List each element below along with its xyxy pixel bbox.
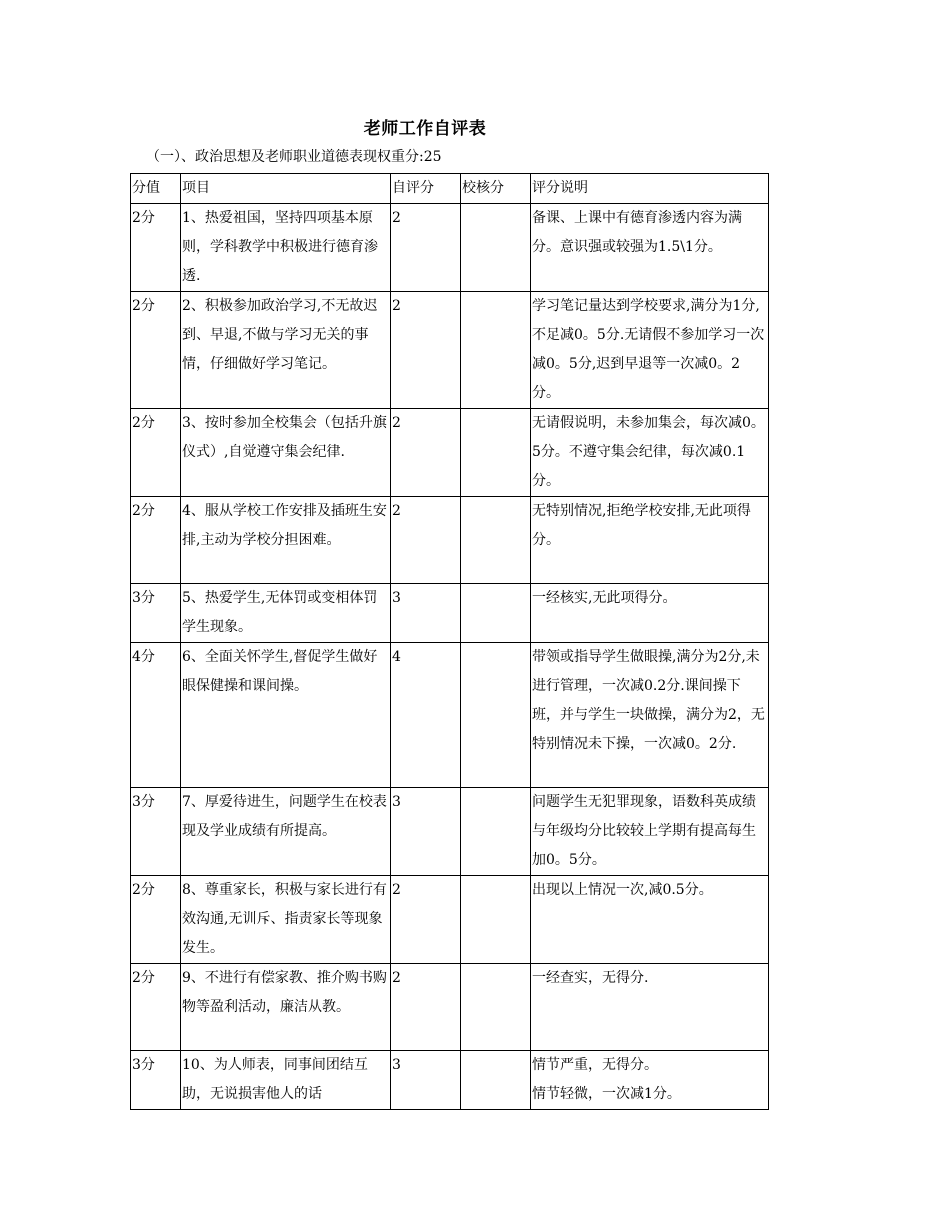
score-cell (131, 876, 181, 964)
self-score-cell-text: 3 (392, 590, 401, 606)
self-score-cell (391, 204, 461, 292)
item-cell-text: 7、厚爱待进生，问题学生在校表现及学业成绩有所提高。 (182, 794, 387, 839)
table-row (131, 497, 769, 584)
note-cell-text: 学习笔记量达到学校要求,满分为1分,不足减0。5分.无请假不参加学习一次减0。5分,迟到早退等一次减0。2分。 (532, 298, 765, 401)
header-score: 分值 (131, 174, 181, 204)
item-cell (181, 1051, 391, 1110)
self-score-cell-text: 2 (392, 882, 401, 898)
note-cell (531, 409, 769, 497)
self-score-cell (391, 876, 461, 964)
note-cell-extra-text: 情节轻微，一次减1分。 (532, 1086, 681, 1102)
note-cell (531, 788, 769, 876)
score-cell-text: 2分 (132, 298, 155, 314)
item-cell (181, 964, 391, 1051)
score-cell-text: 2分 (132, 882, 155, 898)
note-cell-text: 一经核实,无此项得分。 (532, 590, 677, 606)
check-score-cell (461, 964, 531, 1051)
score-cell (131, 497, 181, 584)
note-cell-text: 无请假说明，未参加集会，每次减0。5分。不遵守集会纪律，每次减0.1分。 (532, 415, 765, 489)
note-cell (531, 584, 769, 643)
score-cell-text: 2分 (132, 415, 155, 431)
score-cell-text: 2分 (132, 210, 155, 226)
note-cell-text: 问题学生无犯罪现象，语数科英成绩与年级均分比较较上学期有提高每生加0。5分。 (532, 794, 756, 868)
score-cell (131, 1051, 181, 1110)
self-score-cell-text: 2 (392, 415, 401, 431)
check-score-cell (461, 204, 531, 292)
item-cell (181, 204, 391, 292)
table-row (131, 409, 769, 497)
self-score-cell (391, 584, 461, 643)
self-score-cell-text: 2 (392, 298, 401, 314)
header-self-score: 自评分 (391, 174, 461, 204)
score-cell (131, 964, 181, 1051)
self-score-cell-text: 3 (392, 794, 401, 810)
section-subtitle: （一）、政治思想及老师职业道德表现权重分:25 (146, 149, 442, 165)
self-score-cell (391, 788, 461, 876)
table-row (131, 292, 769, 409)
note-cell (531, 643, 769, 788)
check-score-cell (461, 584, 531, 643)
score-cell (131, 409, 181, 497)
table-header-row (131, 174, 769, 204)
check-score-cell (461, 292, 531, 409)
self-score-cell (391, 409, 461, 497)
note-cell (531, 292, 769, 409)
table-row (131, 584, 769, 643)
item-cell-text: 6、全面关怀学生,督促学生做好眼保健操和课间操。 (182, 649, 378, 694)
table-row (131, 1051, 769, 1110)
note-cell-text: 备课、上课中有德育渗透内容为满分。意识强或较强为1.5\1分。 (532, 210, 742, 255)
note-cell (531, 964, 769, 1051)
header-note: 评分说明 (531, 174, 769, 204)
item-cell-text: 9、不进行有偿家教、推介购书购物等盈利活动，廉洁从教。 (182, 970, 387, 1015)
item-cell-text: 4、服从学校工作安排及插班生安排,主动为学校分担困难。 (182, 503, 387, 548)
note-cell-text: 一经查实，无得分. (532, 970, 649, 986)
note-cell-text: 带领或指导学生做眼操,满分为2分,未进行管理，一次减0.2分.课间操下班，并与学生一块做操，满分为2，无特别情况未下操，一次减0。2分. (532, 649, 765, 752)
check-score-cell (461, 497, 531, 584)
note-cell (531, 1051, 769, 1110)
item-cell (181, 584, 391, 643)
item-cell-text: 3、按时参加全校集会（包括升旗仪式）,自觉遵守集会纪律. (182, 415, 387, 460)
table-row (131, 876, 769, 964)
check-score-cell (461, 1051, 531, 1110)
score-cell-text: 2分 (132, 970, 155, 986)
score-cell (131, 204, 181, 292)
self-score-cell-text: 3 (392, 1057, 401, 1073)
note-cell-text: 情节严重，无得分。 (532, 1057, 658, 1073)
note-cell (531, 497, 769, 584)
item-cell (181, 409, 391, 497)
note-cell-text: 出现以上情况一次,减0.5分。 (532, 882, 713, 898)
self-score-cell-text: 4 (392, 649, 401, 665)
item-cell (181, 643, 391, 788)
header-check-score: 校核分 (461, 174, 531, 204)
score-cell (131, 643, 181, 788)
item-cell (181, 292, 391, 409)
check-score-cell (461, 409, 531, 497)
note-cell (531, 204, 769, 292)
self-score-cell (391, 1051, 461, 1110)
check-score-cell (461, 876, 531, 964)
score-cell-text: 3分 (132, 794, 155, 810)
check-score-cell (461, 788, 531, 876)
self-score-cell (391, 964, 461, 1051)
item-cell-text: 10、为人师表，同事间团结互助，无说损害他人的话 (182, 1057, 368, 1102)
score-cell-text: 3分 (132, 590, 155, 606)
item-cell (181, 876, 391, 964)
item-cell-text: 8、尊重家长，积极与家长进行有效沟通,无训斥、指责家长等现象发生。 (182, 882, 387, 956)
score-cell-text: 4分 (132, 649, 155, 665)
table-row (131, 643, 769, 788)
item-cell-text: 5、热爱学生,无体罚或变相体罚学生现象。 (182, 590, 378, 635)
self-score-cell-text: 2 (392, 970, 401, 986)
self-score-cell (391, 643, 461, 788)
check-score-cell (461, 643, 531, 788)
self-score-cell (391, 497, 461, 584)
note-cell-text: 无特别情况,拒绝学校安排,无此项得分。 (532, 503, 751, 548)
item-cell (181, 497, 391, 584)
item-cell-text: 2、积极参加政治学习,不无故迟到、早退,不做与学习无关的事情，仔细做好学习笔记。 (182, 298, 378, 372)
self-score-cell (391, 292, 461, 409)
item-cell (181, 788, 391, 876)
self-score-cell-text: 2 (392, 210, 401, 226)
item-cell-text: 1、热爱祖国，坚持四项基本原则，学科教学中积极进行德育渗透. (182, 210, 378, 284)
score-cell (131, 584, 181, 643)
score-cell (131, 788, 181, 876)
header-item: 项目 (181, 174, 391, 204)
document-title: 老师工作自评表 (363, 119, 487, 139)
table-row (131, 788, 769, 876)
score-cell-text: 2分 (132, 503, 155, 519)
table-row (131, 964, 769, 1051)
note-cell (531, 876, 769, 964)
evaluation-table (130, 173, 769, 1110)
score-cell (131, 292, 181, 409)
score-cell-text: 3分 (132, 1057, 155, 1073)
table-row (131, 204, 769, 292)
self-score-cell-text: 2 (392, 503, 401, 519)
